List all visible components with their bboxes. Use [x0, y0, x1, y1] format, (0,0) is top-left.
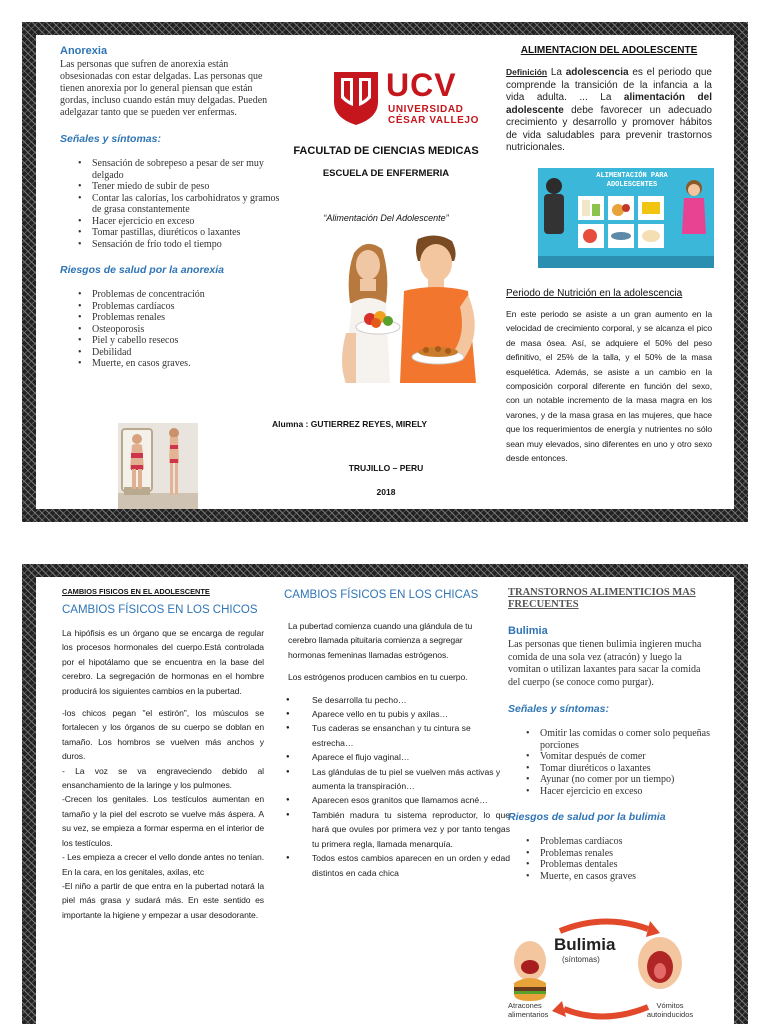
poster-title-line2: ADOLESCENTES: [606, 181, 658, 189]
list-item: • Problemas de concentración: [92, 289, 280, 301]
anorexia-risks-title: Riesgos de salud por la anorexia: [60, 264, 224, 276]
list-item: • Piel y cabello resecos: [92, 335, 280, 347]
list-item: • Muerte, en casos graves.: [92, 358, 280, 370]
brochure-inside-page: [22, 564, 748, 1024]
anorexia-mirror-image: [118, 423, 198, 509]
disorders-column: [508, 587, 712, 1024]
list-item: • Tomar pastillas, diuréticos o laxantes: [92, 227, 282, 239]
anorexia-column: [60, 45, 280, 509]
topic-title: “Alimentación Del Adolescente”: [323, 213, 449, 223]
teens-with-food-image: [316, 233, 486, 393]
list-item: • Problemas cardíacos: [92, 301, 280, 313]
list-item: ● Todos estos cambios aparecen en un orden y edad distintos en cada chica: [312, 851, 510, 880]
bulimia-intro: Las personas que tienen bulimia ingieren mucha comida de una sola vez (atracón) y luego la vomitan o utilizan laxantes para sacar la comida del cuerpo (se conoce como purgar).: [508, 639, 702, 688]
anorexia-title: Anorexia: [60, 45, 108, 57]
girls-paragraph: La pubertad comienza cuando una glándula de tu cerebro llamada pituitaria comienza a segregar hormonas femeninas llamadas estrógenos.: [288, 621, 473, 660]
anorexia-intro: Las personas que sufren de anorexia están obsesionadas con estar delgadas. Las personas que tienen anorexia por lo general piensan que están gordas, incluso cuando están muy delgadas. Pueden adelgazar tanto que se pueden ver enfermas.: [60, 59, 268, 118]
bulimia-signs-title: Señales y síntomas:: [508, 703, 609, 716]
feeding-definition: Definición La adolescencia es el periodo que comprende la transición de la infancia a la vida adulta. ... La alimentación del adolescente debe favorecer un adecuado crecimiento y desarrollo y promover hábitos de vida saludables para prevenir trastornos nutricionales.: [506, 67, 712, 153]
list-item: ● Tus caderas se ensanchan y tu cintura se estrecha…: [312, 721, 510, 750]
ucv-logo-line1: UNIVERSIDAD: [388, 104, 464, 115]
student-name: Alumna : GUTIERREZ REYES, MIRELY: [272, 419, 428, 429]
boys-paragraph: -Crecen los genitales. Los testículos aumentan en tamaño y la piel del escroto se vuelve más áspera. A su vez, se empieza a formar esperma en el interior de los testículos.: [62, 794, 264, 848]
physical-changes-small-title: CAMBIOS FISICOS EN EL ADOLESCENTE: [62, 587, 210, 596]
faculty-title: FACULTAD DE CIENCIAS MEDICAS: [293, 145, 479, 157]
list-item: • Osteoporosis: [92, 324, 280, 336]
list-item: • Sensación de frío todo el tiempo: [92, 239, 282, 251]
definition-label: Definición: [506, 67, 548, 77]
diagram-right-label: Vómitos autoinducidos: [646, 1001, 694, 1019]
anorexia-risks-list: [92, 289, 280, 370]
anorexia-signs-list: [92, 158, 282, 250]
feeding-title: ALIMENTACION DEL ADOLESCENTE: [520, 45, 698, 56]
brochure-outside-page: [22, 22, 748, 522]
list-item: ● Aparece vello en tu pubis y axilas…: [312, 707, 510, 721]
poster-title-line1: ALIMENTACIÓN PARA: [596, 172, 668, 180]
list-item: • Hacer ejercicio en exceso: [540, 786, 710, 798]
list-item: • Omitir las comidas o comer solo pequeñas porciones: [540, 728, 710, 751]
list-item: ● Se desarrolla tu pecho…: [312, 693, 510, 707]
bulimia-signs-list: [540, 728, 710, 797]
boys-paragraph: - Les empieza a crecer el vello donde antes no tenían. En la cara, en los genitales, axilas, etc: [62, 852, 264, 877]
ucv-shield-icon: [332, 68, 380, 126]
girls-paragraph: Los estrógenos producen cambios en tu cuerpo.: [288, 672, 468, 683]
period-text: En este periodo se asiste a un gran aumento en la velocidad de crecimiento corporal, y se alcanza el pico de masa ósea. Así, se adquiere el 50% del peso definitivo, el 25% de la talla, y el 50% de la masa esquelética. Además, se asiste a un cambio en la composición corporal diferente en función del sexo, con un notable incremento de la masa magra en los varones, y de la masa grasa en las mujeres, que hace que los requerimientos de energía y nutrientes no sólo sean muy elevados, sino diferentes en uno y otro sexo desde entonces.: [506, 309, 712, 464]
school-title: ESCUELA DE ENFERMERIA: [322, 168, 450, 179]
list-item: • Problemas renales: [540, 848, 712, 860]
boys-paragraph: -El niño a partir de que entra en la pubertad notará la piel más grasa y sudará más. En este sentido es importante la higiene y empezar a usar desodorante.: [62, 880, 264, 920]
list-item: • Contar las calorías, los carbohidratos y gramos de grasa constantemente: [92, 193, 282, 216]
list-item: • Ayunar (no comer por un tiempo): [540, 774, 710, 786]
list-item: • Debilidad: [92, 347, 280, 359]
inside-sheet: [36, 577, 734, 1024]
list-item: • Sensación de sobrepeso a pesar de ser muy delgado: [92, 158, 282, 181]
boys-paragraph: La hipófisis es un órgano que se encarga de regular los procesos hormonales del cuerpo.Está controlada por el hipotálamo que se encuentra en la base del cerebro. La segregación de hormonas en el hombre producirá los siguientes cambios en la pubertad.: [62, 628, 264, 696]
list-item: • Problemas dentales: [540, 859, 712, 871]
feeding-column: [506, 45, 712, 509]
outside-sheet: [36, 35, 734, 509]
diagram-subtitle: (síntomas): [562, 955, 600, 964]
boys-paragraph: -los chicos pegan "el estirón", los músculos se fortalecen y los órganos de su cuerpo se doblan en tamaño. Los hombros se vuelven más anchos y duros.: [62, 708, 264, 762]
poster-food-illustration: [538, 168, 714, 268]
list-item: • Muerte, en casos graves: [540, 871, 712, 883]
list-item: • Hacer ejercicio en exceso: [92, 216, 282, 228]
bulimia-diagram: [508, 917, 708, 1021]
feeding-poster-image: [538, 168, 714, 268]
period-title: Periodo de Nutrición en la adolescencia: [506, 288, 683, 299]
anorexia-signs-title: Señales y síntomas:: [60, 133, 161, 145]
ucv-logo: [332, 68, 482, 128]
list-item: ● También madura tu sistema reproductor, lo que hará que ovules por primera vez y por tanto tengas tu primera regla, llamada menarquía.: [312, 808, 510, 851]
boys-changes-title: CAMBIOS FÍSICOS EN LOS CHICOS: [62, 604, 258, 616]
year-label: 2018: [376, 487, 396, 497]
boys-paragraph: - La voz se va engraveciendo debido al ensanchamiento de la laringe y los pulmones.: [62, 765, 264, 791]
diagram-left-label: Atracones alimentarios: [508, 1001, 549, 1019]
ucv-logo-line2: CÉSAR VALLEJO: [388, 115, 479, 126]
list-item: • Problemas renales: [92, 312, 280, 324]
list-item: • Tomar diuréticos o laxantes: [540, 763, 710, 775]
list-item: ● Aparece el flujo vaginal…: [312, 750, 510, 764]
list-item: ● Las glándulas de tu piel se vuelven más activas y aumenta la transpiración…: [312, 765, 510, 794]
diagram-title: Bulimia: [554, 935, 616, 954]
disorders-title: TRANSTORNOS ALIMENTICIOS MAS FRECUENTES: [508, 587, 696, 610]
list-item: • Tener miedo de subir de peso: [92, 181, 282, 193]
ucv-logo-text: UCV: [386, 67, 457, 103]
girls-changes-column: [284, 587, 510, 1024]
list-item: ● Aparecen esos granitos que llamamos acné…: [312, 793, 510, 807]
bulimia-risks-title: Riesgos de salud por la bulimia: [508, 811, 666, 824]
bulimia-risks-list: [540, 836, 712, 882]
cover-column: [272, 35, 486, 509]
city-label: TRUJILLO – PERU: [348, 463, 424, 473]
bulimia-title: Bulimia: [508, 625, 548, 637]
list-item: • Problemas cardíacos: [540, 836, 712, 848]
girls-changes-title: CAMBIOS FÍSICOS EN LOS CHICAS: [284, 589, 479, 601]
list-item: • Vomitar después de comer: [540, 751, 710, 763]
girls-changes-list: [312, 693, 510, 880]
boys-changes-column: [62, 587, 264, 1024]
